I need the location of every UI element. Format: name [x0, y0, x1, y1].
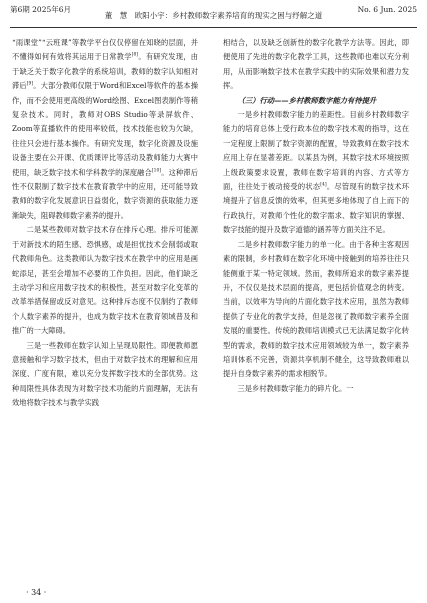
paragraph: “雨课堂”“云班课”等教学平台仅仅停留在知晓的层面，并不懂得如何有效将其运用于日常教学[8]。有研究发现，由于缺乏关于数字化教学的系统培训，教师的数字认知相对滞后[9]。大部分教师仅限于Word和Excel等软件的基本操作，而不会使用更高级的Word绘图、Excel图表制作等稍复杂技术。同时，教师对OBS Studio等录屏软件、Zoom等直播软件的使用率较低，技术技能也较为欠缺，往往只会进行基本操作。有研究发现，数字化资源及设施设备主要在公开课、优质课评比等活动及教师能力大赛中使用，缺乏数字技术和学科教学的深度融合[10]。这种滞后性不仅限制了数字技术在教育教学中的应用，还可能导致教师的数字化发展意识日益弱化，数字资源的获取能力逐渐缺失，阻碍教师数字素养的提升。 — [12, 38, 198, 220]
running-title: 董 慧 欧阳小宇：乡村教师数字素养培育的现实之困与纾解之道 — [104, 11, 323, 20]
header-rule — [10, 27, 417, 28]
issue-info: 第6期 2025年6月 — [10, 5, 72, 14]
paragraph: 三是乡村教师数字能力的碎片化。一 — [237, 383, 354, 393]
paragraph: 相结合，以及缺乏创新性的数字化教学方法等。因此，即便使用了先进的数字化教学工具，这些教师也难以充分利用，从而影响数字技术在教学实践中的实际效果和潜力发挥。 — [223, 38, 409, 91]
section-heading: （三）行动——乡村教师数字能力有待提升 — [237, 95, 377, 105]
right-column — [223, 36, 409, 396]
issue-info-en: No. 6 Jun. 2025 — [357, 5, 417, 14]
left-column — [12, 36, 198, 411]
paragraph: 二是某些教师对数字技术存在排斥心理。排斥可能源于对新技术的陌生感、恐惧感，或是担忧技术会削弱或取代教师角色。这类教师认为数字技术在教学中的应用是画蛇添足，甚至会增加不必要的工作负担。因此，他们缺乏主动学习和应用数字技术的积极性，甚至对数字化变革的改革举措保留或反对意见。这种排斥态度不仅制约了教师个人数字素养的提升，也成为数字技术在教育领域普及和推广的一大障碍。 — [12, 225, 198, 336]
paragraph: 二是乡村教师数字能力的单一化。由于各种主客观因素的限制，乡村教师在数字化环境中接触到的培养往往只能侧重于某一特定领域。然而，教师所追求的数字素养提升，不仅仅是技术层面的提高，更包括价值观念的转变。当前，以效率为导向的片面化数字技术应用，虽然为教师提供了专业化的教学支持，但是忽视了教师数字素养全面发展的重要性。传统的教师培训模式已无法满足数字化转型的需求，教师的数字技术应用领域较为单一，数字素养培训体系不完善，资源共享机制不健全，这导致教师难以提升自身数字素养的需求相脱节。 — [223, 239, 409, 379]
paragraph: 三是一些教师在数字认知上呈现局限性。即便教师愿意接触和学习数字技术，但由于对数字技术的理解和应用深度、广度有限，难以充分发挥数字技术的全部优势。这种局限性具体表现为对数字技术功能的片面理解，无法有效地将数字技术与教学实践 — [12, 340, 198, 408]
page-number: · 34 · — [26, 588, 47, 597]
page-header — [0, 0, 427, 28]
paragraph: 一是乡村教师数字能力的差距性。目前乡村教师数字能力的培育总体上受行政本位的数字技术观的指导，这在一定程度上限制了数字资源的配置，导致教师在数字技术应用上存在显著差距。以某县为例，其数字技术环境按照上级政策要求设置，教师在数字培训的内容、方式等方面，往往处于被动接受的状态[4]。尽管现有的数字技术环境提升了信息反馈的效率，但其更多地体现了自上而下的行政执行，对教师个性化的数字需求、数字知识的掌握、数字技能的提升及数字道德的涵养等方面关注不足。 — [223, 110, 409, 235]
